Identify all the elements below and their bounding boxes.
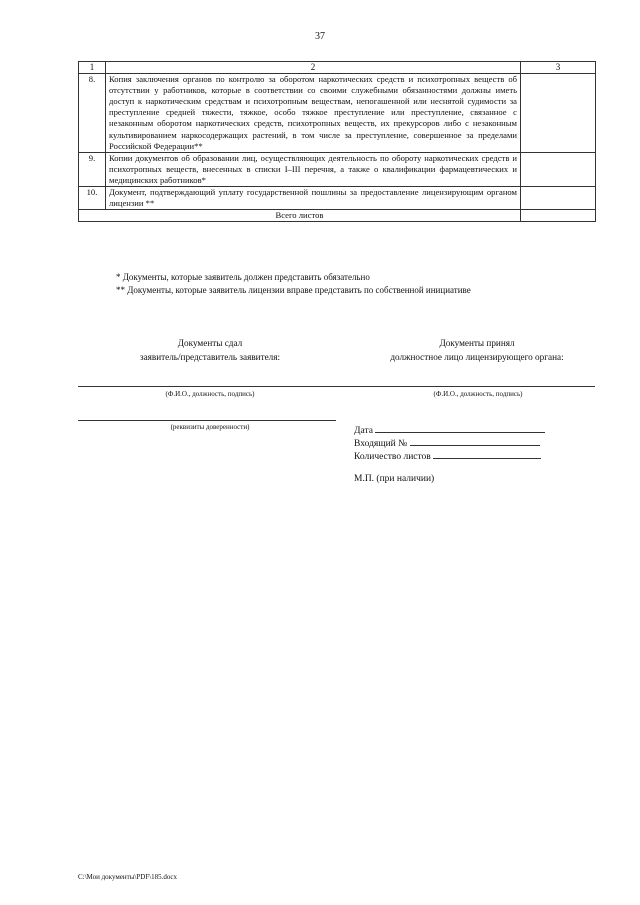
received-line2: должностное лицо лицензирующего органа: bbox=[390, 351, 564, 362]
row-number: 10. bbox=[79, 187, 106, 210]
row-pages-cell bbox=[521, 74, 596, 153]
row-document-text: Копии документов об образовании лиц, осуществляющих деятельность по обороту наркотических средств и психотропных веществ, внесенных в списки I–III перечня, а также о квалификации фармацевтических и медицинских работников* bbox=[106, 152, 521, 186]
submitted-signature-caption: (Ф.И.О., должность, подпись) bbox=[165, 390, 255, 398]
page-number: 37 bbox=[315, 31, 325, 42]
stamp-place: М.П. (при наличии) bbox=[354, 474, 435, 484]
column-header-2: 2 bbox=[106, 62, 521, 74]
column-header-1: 1 bbox=[79, 62, 106, 74]
submitted-heading bbox=[110, 337, 310, 364]
table-row bbox=[79, 152, 596, 186]
received-line1: Документы принял bbox=[439, 338, 515, 348]
date-field bbox=[375, 423, 545, 433]
sheets-row bbox=[354, 449, 541, 464]
footnotes bbox=[116, 271, 471, 297]
received-signature-caption: (Ф.И.О., должность, подпись) bbox=[433, 390, 523, 398]
total-value-cell bbox=[521, 210, 596, 222]
file-path-footer: C:\Мои документы\PDF\185.docx bbox=[78, 873, 178, 881]
total-label: Всего листов bbox=[79, 210, 521, 222]
row-number: 8. bbox=[79, 74, 106, 153]
note-optional: ** Документы, которые заявитель лицензии вправе представить по собственной инициативе bbox=[116, 285, 471, 295]
sheets-field bbox=[433, 449, 541, 459]
table-row bbox=[79, 187, 596, 210]
table-row bbox=[79, 74, 596, 153]
documents-table bbox=[78, 61, 596, 222]
submitted-line1: Документы сдал bbox=[177, 338, 243, 348]
row-document-text: Документ, подтверждающий уплату государственной пошлины за предоставление лицензирующим органом лицензии ** bbox=[106, 187, 521, 210]
signature-line bbox=[78, 386, 595, 387]
row-document-text: Копия заключения органов по контролю за оборотом наркотических средств и психотропных веществ об отсутствии у работников, которые в соответствии со своими служебными обязанностями должны иметь доступ к наркотическим средствам и психотропным веществам, непогашенной или неснятой судимости за преступление средней тяжести, тяжкое, особо тяжкое преступление или преступление, связанное с незаконным оборотом наркотических средств, психотропных веществ, их прекурсоров либо с незаконным культивированием наркосодержащих растений, в том числе за преступление, совершенное за пределами Российской Федерации** bbox=[106, 74, 521, 153]
proxy-line bbox=[78, 420, 336, 421]
note-required: * Документы, которые заявитель должен представить обязательно bbox=[116, 272, 370, 282]
incoming-label: Входящий № bbox=[354, 439, 408, 449]
row-pages-cell bbox=[521, 152, 596, 186]
column-header-3: 3 bbox=[521, 62, 596, 74]
proxy-caption: (реквизиты доверенности) bbox=[170, 423, 250, 431]
sheets-label: Количество листов bbox=[354, 452, 431, 462]
row-pages-cell bbox=[521, 187, 596, 210]
table-header-row bbox=[79, 62, 596, 74]
incoming-field bbox=[410, 436, 540, 446]
total-row bbox=[79, 210, 596, 222]
received-heading bbox=[362, 337, 592, 364]
date-label: Дата bbox=[354, 426, 373, 436]
row-number: 9. bbox=[79, 152, 106, 186]
submitted-line2: заявитель/представитель заявителя: bbox=[139, 351, 281, 362]
